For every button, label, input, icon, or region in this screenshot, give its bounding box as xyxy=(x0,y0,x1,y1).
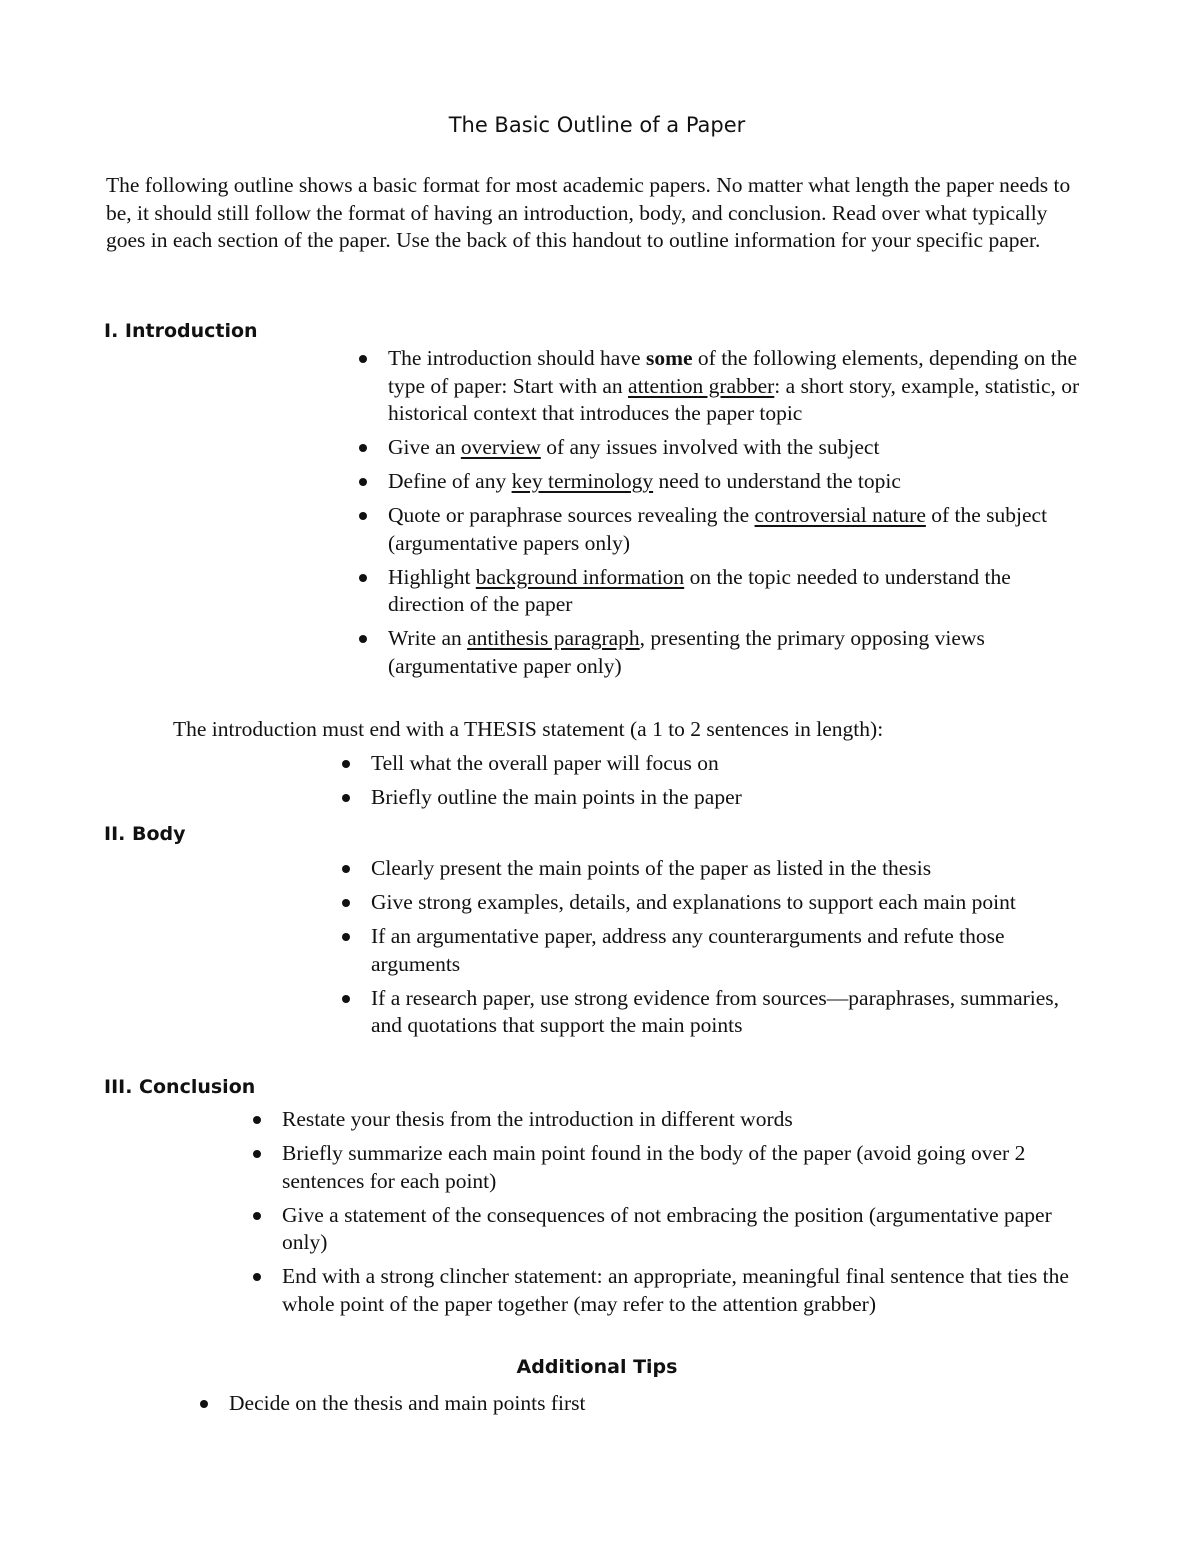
list-item: End with a strong clincher statement: an appropriate, meaningful final sentence that ties the whole point of the paper together (may refer to the attention grabber) xyxy=(282,1263,1090,1318)
underlined-term: overview xyxy=(460,435,541,459)
introduction-list xyxy=(388,345,1090,687)
conclusion-heading: III. Conclusion xyxy=(104,1076,256,1098)
underlined-term: controversial nature xyxy=(754,503,926,527)
body-list xyxy=(371,855,1091,1046)
list-item: The introduction should have some of the following elements, depending on the type of paper: Start with an attention grabber: a short story, example, statistic, or historical context that introduces the paper topic xyxy=(388,345,1090,428)
list-item: Restate your thesis from the introduction in different words xyxy=(282,1106,1090,1134)
tips-list xyxy=(229,1390,1089,1424)
list-item: Tell what the overall paper will focus on xyxy=(371,750,1091,778)
list-item: Write an antithesis paragraph, presenting the primary opposing views (argumentative paper only) xyxy=(388,625,1090,680)
introduction-heading: I. Introduction xyxy=(104,320,258,342)
underlined-term: background information xyxy=(475,564,685,589)
list-item: If an argumentative paper, address any counterarguments and refute those arguments xyxy=(371,923,1091,978)
list-item: Briefly summarize each main point found in the body of the paper (avoid going over 2 sentences for each point) xyxy=(282,1140,1090,1195)
list-item: Highlight background information on the topic needed to understand the direction of the paper xyxy=(388,564,1090,619)
body-heading: II. Body xyxy=(104,823,186,845)
list-item: Briefly outline the main points in the paper xyxy=(371,784,1091,812)
document-title: The Basic Outline of a Paper xyxy=(448,113,746,137)
underlined-term: key terminology xyxy=(511,469,654,493)
intro-paragraph: The following outline shows a basic format for most academic papers. No matter what length the paper needs to be, it should still follow the format of having an introduction, body, and conclusion. Read over what typically goes in each section of the paper. Use the back of this handout to outline information for your specific paper. xyxy=(106,173,1071,252)
underlined-term: antithesis paragraph xyxy=(467,626,640,650)
conclusion-list xyxy=(282,1106,1090,1325)
list-item: Define of any key terminology need to understand the topic xyxy=(388,468,1090,496)
thesis-statement-line: The introduction must end with a THESIS statement (a 1 to 2 sentences in length): xyxy=(173,717,884,741)
list-item: Give strong examples, details, and explanations to support each main point xyxy=(371,889,1091,917)
emphasis-text: some xyxy=(645,346,693,370)
list-item: Decide on the thesis and main points first xyxy=(229,1390,1089,1418)
additional-tips-heading: Additional Tips xyxy=(516,1356,678,1378)
list-item: Clearly present the main points of the paper as listed in the thesis xyxy=(371,855,1091,883)
list-item: If a research paper, use strong evidence from sources—paraphrases, summaries, and quotations that support the main points xyxy=(371,985,1091,1040)
list-item: Quote or paraphrase sources revealing the controversial nature of the subject (argumentative papers only) xyxy=(388,502,1090,557)
underlined-term: attention grabber xyxy=(628,373,775,398)
list-item: Give an overview of any issues involved with the subject xyxy=(388,434,1090,462)
list-item: Give a statement of the consequences of not embracing the position (argumentative paper only) xyxy=(282,1202,1090,1257)
thesis-list xyxy=(371,750,1091,818)
